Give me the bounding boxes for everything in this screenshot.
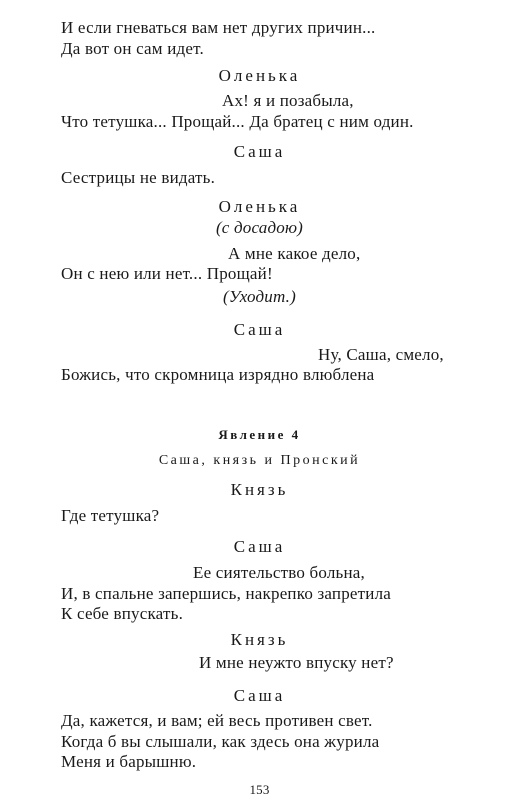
scene-title: Явление 4: [218, 427, 301, 442]
verse-line: Божись, что скромница изрядно влюблена: [61, 365, 375, 384]
speaker-name: Князь: [230, 480, 289, 499]
verse-line: И, в спальне запершись, накрепко запретила: [61, 584, 392, 603]
verse-line: К себе впускать.: [61, 604, 184, 623]
verse-line: А мне какое дело,: [228, 244, 361, 263]
speaker-name: Саша: [233, 686, 286, 705]
speaker-name: Саша: [233, 142, 286, 161]
scene-cast: Саша, князь и Пронский: [158, 453, 361, 468]
verse-line: И мне неужто впуску нет?: [199, 653, 394, 672]
speaker-name: Князь: [230, 630, 289, 649]
verse-line: Где тетушка?: [61, 506, 160, 525]
verse-line: Ну, Саша, смело,: [318, 345, 444, 364]
verse-line: Ее сиятельство больна,: [193, 563, 365, 582]
stage-direction: (Уходит.): [223, 287, 296, 306]
verse-line: Сестрицы не видать.: [61, 168, 216, 187]
verse-line: Ах! я и позабыла,: [222, 91, 354, 110]
verse-line: Да, кажется, и вам; ей весь противен свет.: [61, 711, 373, 730]
stage-direction: (с досадою): [215, 218, 304, 237]
verse-line: Меня и барышню.: [61, 752, 197, 771]
speaker-name: Саша: [233, 320, 286, 339]
page-number: 153: [249, 782, 270, 797]
verse-line: И если гневаться вам нет других причин...: [61, 18, 376, 37]
speaker-name: Оленька: [218, 197, 301, 216]
verse-line: Когда б вы слышали, как здесь она журила: [61, 732, 380, 751]
verse-line: Что тетушка... Прощай... Да братец с ним один.: [61, 112, 414, 131]
verse-line: Да вот он сам идет.: [61, 39, 204, 58]
speaker-name: Оленька: [218, 66, 301, 85]
verse-line: Он с нею или нет... Прощай!: [61, 264, 273, 283]
speaker-name: Саша: [233, 537, 286, 556]
